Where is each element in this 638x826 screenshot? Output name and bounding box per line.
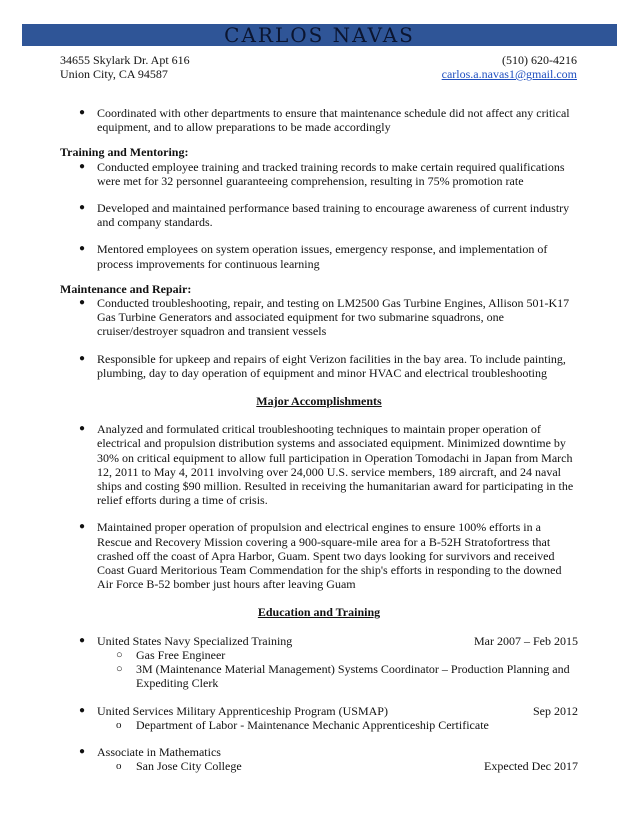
circle-bullet-icon: ○: [116, 648, 123, 661]
education-date: Sep 2012: [533, 703, 578, 718]
education-sub-list: [97, 759, 578, 773]
circle-bullet-icon: ○: [116, 663, 123, 676]
education-sub-list: [97, 648, 578, 691]
bullet-icon: ●: [79, 634, 86, 646]
list-item: ● Responsible for upkeep and repairs of eight Verizon facilities in the bay area. To include painting, plumbing, day to day operation of equipment and minor HVAC and electrical troubleshooting: [79, 351, 566, 380]
bullet-icon: ●: [79, 352, 86, 364]
education-title: United Services Military Apprenticeship Program (USMAP): [97, 703, 388, 718]
list-item: o Department of Labor - Maintenance Mechanic Apprenticeship Certificate: [116, 717, 489, 732]
list-item: ● Developed and maintained performance based training to encourage awareness of current industry and company standards.: [79, 201, 570, 230]
email-link[interactable]: carlos.a.navas1@gmail.com: [441, 67, 577, 81]
bullet-icon: ●: [79, 521, 86, 533]
list-item: [60, 634, 578, 691]
education-title: United States Navy Specialized Training: [97, 633, 293, 648]
bullet-icon: ●: [79, 107, 86, 118]
list-item: ○ Gas Free Engineer: [116, 647, 226, 662]
accomplishments-list: [60, 422, 578, 591]
education-title: Associate in Mathematics: [97, 744, 221, 759]
list-item: ● Conducted employee training and tracked training records to make certain required qualifications were met for 32 personnel guaranteeing comprehension, resulting in 75% promotion rate: [79, 159, 565, 188]
bullet-icon: ●: [79, 297, 86, 309]
education-date: Expected Dec 2017: [484, 759, 578, 774]
circle-bullet-icon: o: [116, 718, 122, 731]
bullet-icon: ●: [79, 202, 86, 214]
maintenance-list: [60, 296, 578, 380]
list-item: [60, 745, 578, 773]
contact-block: [60, 53, 577, 81]
bullet-icon: ●: [79, 423, 86, 435]
list-item: ● Conducted troubleshooting, repair, and testing on LM2500 Gas Turbine Engines, Allison 501-K17 Gas Turbine Generators and associated equipment for two submarine squadrons, one cruiser/destroyer squadron and transient vessels: [79, 296, 570, 339]
phone-number: (510) 620-4216: [502, 53, 577, 67]
candidate-name: CARLOS NAVAS: [224, 23, 415, 47]
bullet-icon: ●: [79, 243, 86, 255]
education-heading: Education and Training: [257, 605, 381, 620]
training-heading: Training and Mentoring:: [60, 145, 189, 160]
circle-bullet-icon: o: [116, 760, 122, 773]
name-banner: [22, 24, 617, 46]
accomplishments-heading: Major Accomplishments: [256, 394, 382, 409]
intro-list: [60, 106, 578, 134]
list-item: ● Analyzed and formulated critical troubleshooting techniques to maintain proper operation of electrical and propulsion distribution systems and associated equipment. Minimized downtime by 30% on critical equipment to allow full participation in Operation Tomodachi in Japan from March 12, 2011 to May 4, 2011 involving over 24,000 U.S. service members, 189 aircraft, and 24 naval ships and costing $90 million. Resulted in receiving the humanitarian award for participating in the relief efforts during a time of crisis.: [79, 422, 574, 508]
training-list: [60, 160, 578, 271]
list-item: [97, 759, 578, 773]
education-sub-list: [97, 718, 578, 732]
education-date: Mar 2007 – Feb 2015: [474, 633, 578, 648]
maintenance-heading: Maintenance and Repair:: [60, 281, 192, 296]
list-item: ● Maintained proper operation of propulsion and electrical engines to ensure 100% efforts in a Rescue and Recovery Mission covering a 900-square-mile area for a B-52H Stratofortress that crashed off the coast of Apra Harbor, Guam. Spent two days looking for survivors and received Coast Guard Meritorious Team Commendation for the ship's efforts in responding to the downed Air Force B-52 bomber just hours after leaving Guam: [79, 520, 562, 592]
bullet-icon: ●: [79, 745, 86, 757]
bullet-icon: ●: [79, 160, 86, 172]
list-item: [60, 704, 578, 732]
address-line-1: 34655 Skylark Dr. Apt 616: [60, 53, 190, 67]
list-item: ○ 3M (Maintenance Material Management) Systems Coordinator – Production Planning and Expediting Clerk: [116, 662, 570, 691]
school-name: San Jose City College: [136, 759, 242, 774]
bullet-icon: ●: [79, 704, 86, 716]
address-line-2: Union City, CA 94587: [60, 67, 168, 81]
list-item: ● Coordinated with other departments to ensure that maintenance schedule did not affect any critical equipment, and to allow preparations to be made accordingly: [79, 106, 570, 135]
resume-body: [60, 106, 578, 773]
education-list: [60, 634, 578, 774]
list-item: ● Mentored employees on system operation issues, emergency response, and implementation of process improvements for continuous learning: [79, 242, 548, 271]
